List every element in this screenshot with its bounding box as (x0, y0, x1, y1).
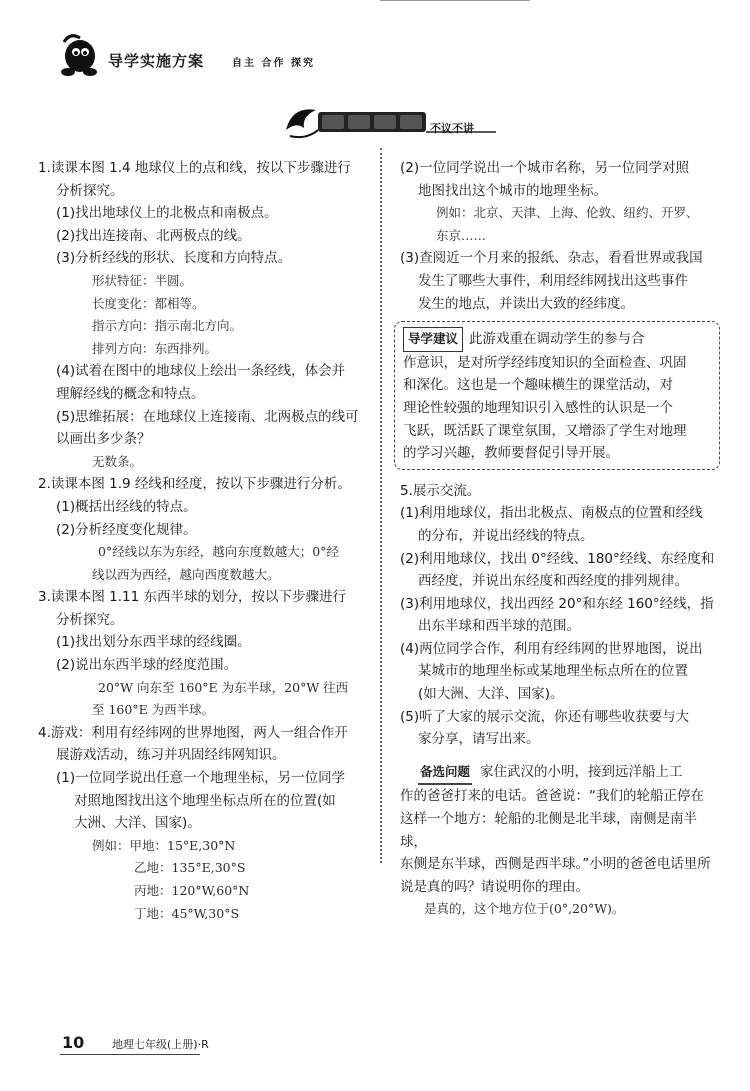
left-col-line: 0°经线以东为东经，越向东度数越大；0°经 (98, 544, 339, 560)
right-column (400, 157, 720, 921)
left-column (38, 157, 380, 925)
extra-question (400, 761, 720, 921)
guide-line: 飞跃，既活跃了课堂氛围，又增添了学生对地理 (403, 422, 687, 439)
right-mid-line: 5.展示交流。 (400, 482, 481, 499)
extra-line: 作的爸爸打来的电话。爸爸说：“我们的轮船正停在 (400, 788, 704, 805)
left-col-line: 形状特征：半圆。 (92, 272, 193, 288)
column-divider (380, 148, 382, 863)
guide-line: 和深化。这也是一个趣味横生的课堂活动，对 (403, 377, 673, 394)
left-col-line: 丙地：120°W,60°N (134, 883, 250, 898)
left-col-line: 对照地图找出这个地理坐标点所在的位置(如 (74, 792, 336, 809)
extra-line: 备选问题 家住武汉的小明，接到远洋船上工 (400, 761, 720, 786)
guide-line: 的学习兴趣，教师要督促引导开展。 (403, 445, 619, 462)
right-top-line: 发生的地点，并读出大致的经纬度。 (418, 295, 634, 312)
left-col-line: (2)分析经度变化规律。 (56, 521, 197, 538)
extra-line: 说是真的吗？请说明你的理由。 (400, 878, 589, 895)
left-col-line: 2.读课本图 1.9 经线和经度，按以下步骤进行分析。 (38, 476, 351, 493)
right-top-block (400, 157, 720, 315)
left-col-line: 排列方向：东西排列。 (92, 340, 218, 356)
right-top-line: 发生了哪些大事件，利用经纬网找出这些事件 (418, 272, 688, 289)
left-col-line: 长度变化：都相等。 (92, 295, 205, 311)
right-mid-line: 出东半球和西半球的范围。 (418, 618, 580, 635)
guide-tag: 导学建议 (403, 327, 463, 352)
page-number: 10 (62, 1033, 85, 1052)
right-top-line: (3)查阅近一个月来的报纸、杂志，看看世界或我国 (400, 250, 703, 267)
header-title: 导学实施方案 (108, 52, 205, 70)
right-mid-line: (1)利用地球仪，指出北极点、南极点的位置和经线 (400, 505, 703, 522)
footer-rule (60, 1054, 200, 1055)
guide-line: 导学建议 此游戏重在调动学生的参与合 (403, 327, 711, 352)
right-mid-line: 某城市的地理坐标或某地理坐标点所在的位置 (418, 663, 688, 680)
mascot-icon (54, 30, 104, 78)
top-rule (380, 0, 530, 1)
left-col-line: 丁地：45°W,30°S (134, 905, 240, 921)
left-col-line: 无数条。 (92, 453, 143, 469)
right-mid-line: (3)利用地球仪，找出西经 20°和东经 160°经线，指 (400, 595, 714, 612)
banner-tag: 不议不讲 (430, 122, 474, 135)
guide-line: 理论性较强的地理知识引入感性的认识是一个 (403, 399, 673, 416)
right-mid-line: (如大洲、大洋、国家)。 (418, 686, 564, 703)
left-col-line: 指示方向：指示南北方向。 (92, 318, 243, 334)
left-col-line: 以画出多少条？ (56, 431, 151, 448)
header-subtitle: 自主 合作 探究 (232, 58, 315, 69)
footer-text: 地理七年级(上册)·R (112, 1038, 209, 1051)
left-col-line: 例如：甲地：15°E,30°N (92, 837, 236, 853)
left-col-line: (4)试着在图中的地球仪上绘出一条经线，体会并 (56, 363, 346, 380)
left-col-line: 大洲、大洋、国家)。 (74, 815, 201, 832)
guide-box (394, 321, 720, 470)
left-col-line: 3.读课本图 1.11 东西半球的划分，按以下步骤进行 (38, 589, 347, 606)
extra-line: 东侧是东半球，西侧是西半球。”小明的爸爸电话里所 (400, 856, 711, 873)
right-top-line: 地图找出这个城市的地理坐标。 (418, 182, 607, 199)
left-col-line: (2)找出连接南、北两极点的线。 (56, 227, 251, 244)
guide-line: 作意识，是对所学经纬度知识的全面检查、巩固 (403, 354, 687, 371)
left-col-line: (1)找出地球仪上的北极点和南极点。 (56, 205, 278, 222)
right-mid-line: 西经度，并说出东经度和西经度的排列规律。 (418, 573, 688, 590)
right-mid-line: (5)听了大家的展示交流，你还有哪些收获要与大 (400, 708, 690, 725)
extra-tag: 备选问题 (418, 761, 472, 786)
left-col-line: 至 160°E 为西半球。 (92, 702, 215, 718)
left-col-line: 展游戏活动，练习并巩固经纬网知识。 (56, 747, 286, 764)
left-col-line: (1)一位同学说出任意一个地理坐标，另一位同学 (56, 770, 346, 787)
left-col-line: 理解经线的概念和特点。 (56, 385, 205, 402)
right-mid-line: (2)利用地球仪，找出 0°经线、180°经线、东经度和 (400, 550, 715, 567)
left-col-line: 分析探究。 (56, 611, 124, 628)
right-mid-block (400, 480, 720, 751)
left-col-line: 分析探究。 (56, 182, 124, 199)
left-col-line: (5)思维拓展：在地球仪上连接南、北两极点的线可 (56, 408, 359, 425)
right-top-line: (2)一位同学说出一个城市名称，另一位同学对照 (400, 160, 690, 176)
left-col-line: (1)找出划分东西半球的经线圈。 (56, 634, 251, 651)
left-col-line: 乙地：135°E,30°S (134, 860, 246, 876)
left-col-line: (1)概括出经线的特点。 (56, 498, 197, 515)
left-col-line: (3)分析经线的形状、长度和方向特点。 (56, 250, 292, 267)
left-col-line: (2)说出东西半球的经度范围。 (56, 657, 238, 674)
right-top-line: 东京…… (436, 227, 487, 243)
right-mid-line: (4)两位同学合作，利用有经纬网的世界地图，说出 (400, 640, 703, 657)
left-col-line: 线以西为西经，越向西度数越大。 (92, 566, 280, 582)
left-col-line: 1.读课本图 1.4 地球仪上的点和线，按以下步骤进行 (38, 160, 351, 176)
left-col-line: 4.游戏：利用有经纬网的世界地图，两人一组合作开 (38, 724, 348, 741)
extra-line: 这样一个地方：轮船的北侧是北半球，南侧是南半球， (400, 811, 697, 850)
right-top-line: 例如：北京、天津、上海、伦敦、纽约、开罗、 (436, 205, 699, 221)
right-mid-line: 家分享，请写出来。 (418, 731, 540, 748)
left-col-line: 20°W 向东至 160°E 为东半球，20°W 往西 (98, 679, 349, 695)
extra-answer: 是真的，这个地方位于(0°,20°W)。 (424, 901, 625, 917)
right-mid-line: 的分布，并说出经线的特点。 (418, 527, 594, 544)
